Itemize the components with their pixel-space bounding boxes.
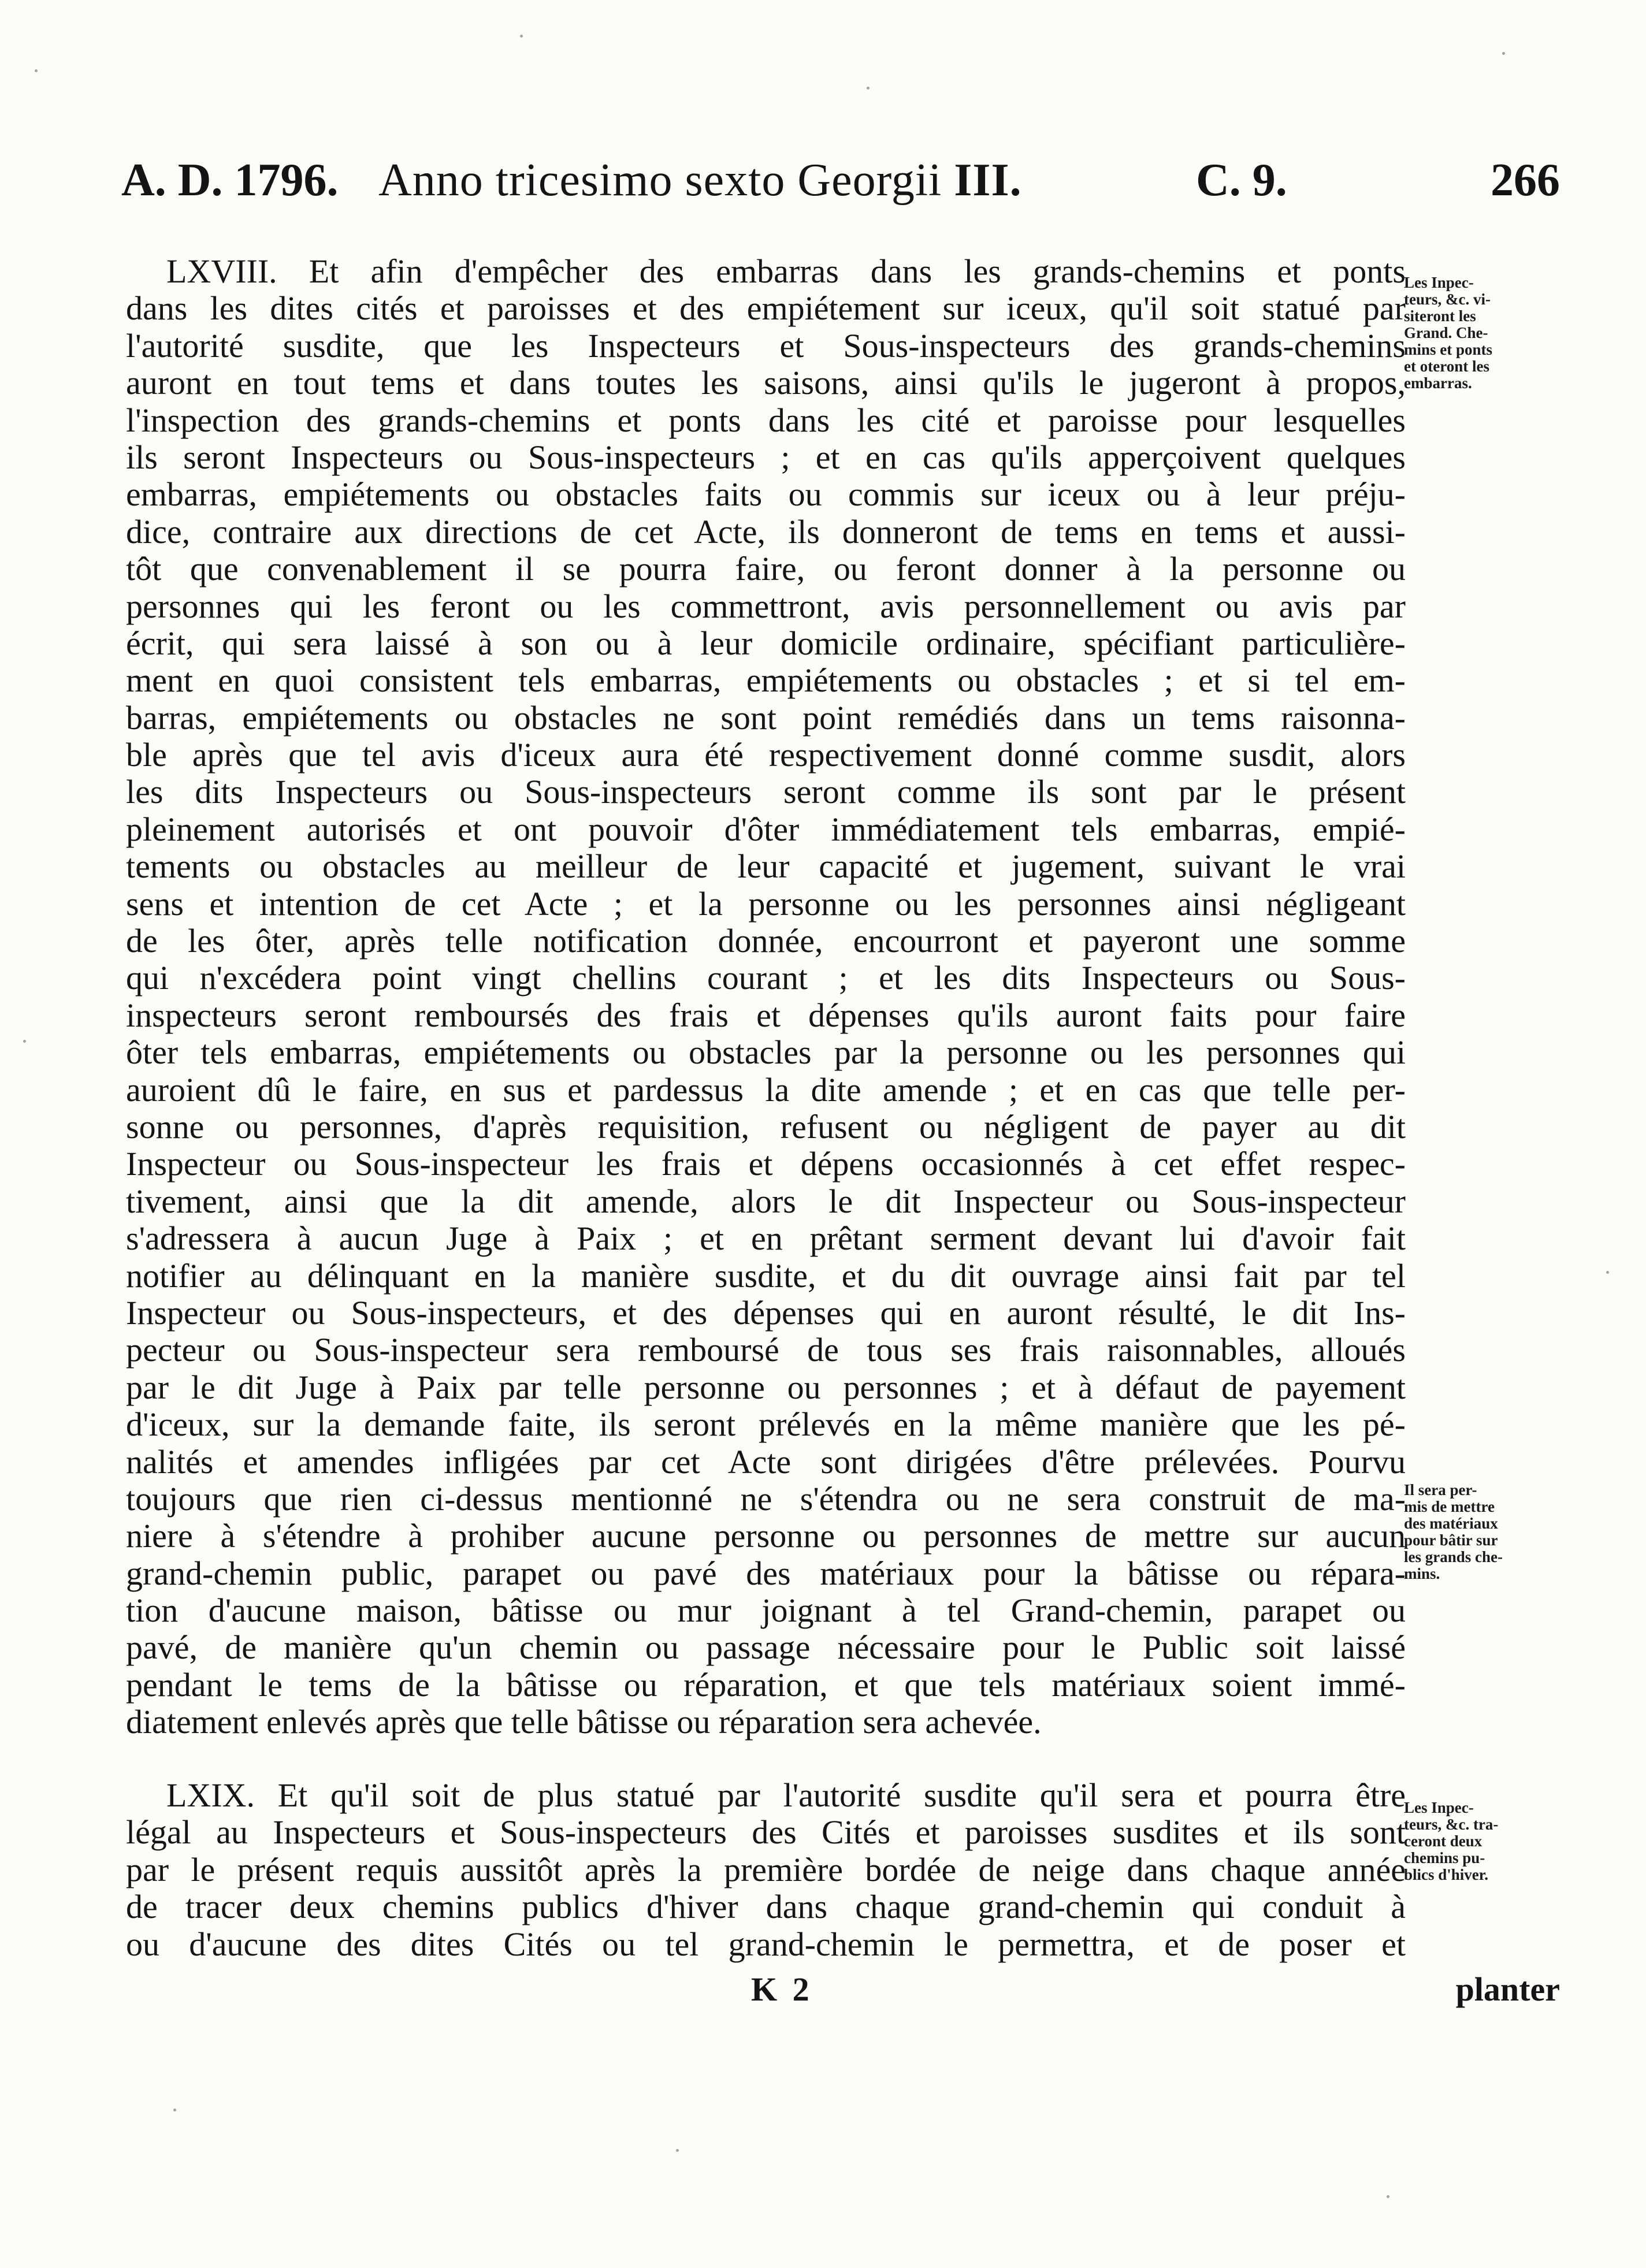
text-line: qui n'excédera point vingt chellins courant ; et les dits Inspecteurs ou Sous- [126,960,1406,997]
margin-note-line: embarras. [1404,374,1472,392]
margin-note-line: mins. [1404,1565,1440,1582]
text-line: ble après que tel avis d'iceux aura été respectivement donné comme susdit, alors [126,737,1406,774]
margin-note-line: Les Inpec- [1404,1799,1474,1816]
header-year: A. D. 1796. [121,155,339,206]
text-line: légal au Inspecteurs et Sous-inspecteurs des Cités et paroisses susdites et ils sont [126,1814,1406,1851]
text-line: barras, empiétements ou obstacles ne sont point remédiés dans un tems raisonna- [126,699,1406,737]
margin-note-line: teurs, &c. vi- [1404,291,1491,308]
margin-note-line: mis de mettre [1404,1498,1495,1515]
margin-note-winter-roads [1404,1799,1560,1883]
text-line: tements ou obstacles au meilleur de leur capacité et jugement, suivant le vrai [126,848,1406,886]
text-line: sens et intention de cet Acte ; et la personne ou les personnes ainsi négligeant [126,885,1406,923]
text-line: dans les dites cités et paroisses et des empiétement sur iceux, qu'il soit statué par [126,290,1406,328]
text-line: pendant le tems de la bâtisse ou réparation, et que tels matériaux soient immé- [126,1666,1406,1704]
text-line: ment en quoi consistent tels embarras, empiétements ou obstacles ; et si tel em- [126,662,1406,700]
text-line: toujours que rien ci-dessus mentionné ne s'étendra ou ne sera construit de ma- [126,1480,1406,1518]
text-line: écrit, qui sera laissé à son ou à leur domicile ordinaire, spécifiant particulière- [126,624,1406,662]
text-line: ils seront Inspecteurs ou Sous-inspecteurs ; et en cas qu'ils apperçoivent quelques [126,438,1406,476]
text-line: l'inspection des grands-chemins et ponts dans les cité et paroisse pour lesquelles [126,401,1406,439]
margin-note-line: Les Inpec- [1404,274,1474,291]
text-line: personnes qui les feront ou les commettront, avis personnellement ou avis par [126,588,1406,625]
margin-note-materials [1404,1482,1560,1582]
text-line: auroient dû le faire, en sus et pardessus la dite amende ; et en cas que telle per- [126,1071,1406,1109]
margin-note-line: teurs, &c. tra- [1404,1816,1499,1833]
text-line: par le présent requis aussitôt après la première bordée de neige dans chaque année [126,1851,1406,1888]
text-line: par le dit Juge à Paix par telle personne ou personnes ; et à défaut de payement [126,1369,1406,1406]
print-speck [1387,2195,1389,2198]
text-line: ou d'aucune des dites Cités ou tel grand-chemin le permettra, et de poser et [126,1925,1406,1963]
text-line: ôter tels embarras, empiétements ou obstacles par la personne ou les personnes qui [126,1034,1406,1072]
text-line: Inspecteur ou Sous-inspecteurs, et des dépenses qui en auront résulté, le dit Ins- [126,1294,1406,1332]
text-line: inspecteurs seront remboursés des frais et dépenses qu'ils auront faits pour faire [126,997,1406,1034]
section-lxviii [126,253,1406,1741]
text-line: pleinement autorisés et ont pouvoir d'ôter immédiatement tels embarras, empié- [126,810,1406,848]
catchword: planter [1455,1970,1560,2008]
text-line: nalités et amendes infligées par cet Acte sont dirigées d'être prélevées. Pourvu [126,1443,1406,1481]
margin-note-line: les grands che- [1404,1548,1503,1566]
margin-note-inspection [1404,274,1560,392]
text-line: pecteur ou Sous-inspecteur sera remboursé de tous ses frais raisonnables, alloués [126,1332,1406,1369]
print-speck [1606,1271,1609,1274]
text-line: pavé, de manière qu'un chemin ou passage nécessaire pour le Public soit laissé [126,1629,1406,1667]
text-line: d'iceux, sur la demande faite, ils seront prélevés en la même manière que les pé- [126,1406,1406,1444]
text-line: embarras, empiétements ou obstacles faits ou commis sur iceux ou à leur préju- [126,476,1406,514]
text-line: tôt que convenablement il se pourra faire, ou feront donner à la personne ou [126,551,1406,588]
text-line: grand-chemin public, parapet ou pavé des matériaux pour la bâtisse ou répara- [126,1555,1406,1592]
margin-note-line: pour bâtir sur [1404,1531,1498,1549]
margin-note-line: mins et ponts [1404,341,1493,358]
page-number: 266 [1491,155,1560,206]
header-chapter: C. 9. [1196,155,1287,206]
text-line: Inspecteur ou Sous-inspecteur les frais et dépens occasionnés à cet effet respec- [126,1146,1406,1183]
text-line: niere à s'étendre à prohiber aucune personne ou personnes de mettre sur aucun [126,1518,1406,1555]
print-speck [1502,52,1505,55]
text-line: LXIX. Et qu'il soit de plus statué par l'autorité susdite qu'il sera et pourra être [166,1777,1406,1814]
text-line: de les ôter, après telle notification donnée, encourront et payeront une somme [126,923,1406,960]
text-line: les dits Inspecteurs ou Sous-inspecteurs seront comme ils sont par le présent [126,774,1406,811]
text-line: s'adressera à aucun Juge à Paix ; et en prêtant serment devant lui d'avoir fait [126,1220,1406,1258]
margin-note-line: chemins pu- [1404,1849,1485,1867]
margin-note-line: ceront deux [1404,1832,1482,1850]
header-title-text: Anno tricesimo sexto Georgii [378,155,954,206]
print-speck [867,87,870,90]
print-speck [676,2149,679,2152]
print-speck [23,1040,26,1043]
text-line: l'autorité susdite, que les Inspecteurs et Sous-inspecteurs des grands-chemins [126,327,1406,365]
section-lxix [126,1777,1406,1963]
margin-note-line: des matériaux [1404,1515,1498,1532]
signature-mark: K 2 [751,1970,813,2008]
margin-note-line: siteront les [1404,307,1476,325]
text-line: LXVIII. Et afin d'empêcher des embarras dans les grands-chemins et ponts [166,253,1406,290]
text-line: tivement, ainsi que la dit amende, alors le dit Inspecteur ou Sous-inspecteur [126,1183,1406,1220]
text-line: notifier au délinquant en la manière susdite, et du dit ouvrage ainsi fait par tel [126,1257,1406,1295]
text-line: de tracer deux chemins publics d'hiver dans chaque grand-chemin qui conduit à [126,1888,1406,1926]
margin-note-line: blics d'hiver. [1404,1866,1489,1883]
text-line: tion d'aucune maison, bâtisse ou mur joignant à tel Grand-chemin, parapet ou [126,1592,1406,1630]
print-speck [173,2109,176,2111]
header-reign: III. [954,155,1022,206]
margin-note-line: Il sera per- [1404,1481,1477,1499]
page-footer [121,1969,1560,2010]
text-line: sonne ou personnes, d'après requisition, refusent ou négligent de payer au dit [126,1108,1406,1146]
header-title [378,151,1022,209]
running-header [121,151,1560,209]
margin-note-line: et oteront les [1404,358,1489,375]
margin-note-line: Grand. Che- [1404,324,1488,341]
text-line: auront en tout tems et dans toutes les saisons, ainsi qu'ils le jugeront à propos, [126,365,1406,402]
print-speck [520,35,523,38]
print-speck [35,69,38,72]
text-line: dice, contraire aux directions de cet Acte, ils donneront de tems en tems et aussi- [126,513,1406,551]
text-line: diatement enlevés après que telle bâtisse ou réparation sera achevée. [126,1704,1042,1741]
